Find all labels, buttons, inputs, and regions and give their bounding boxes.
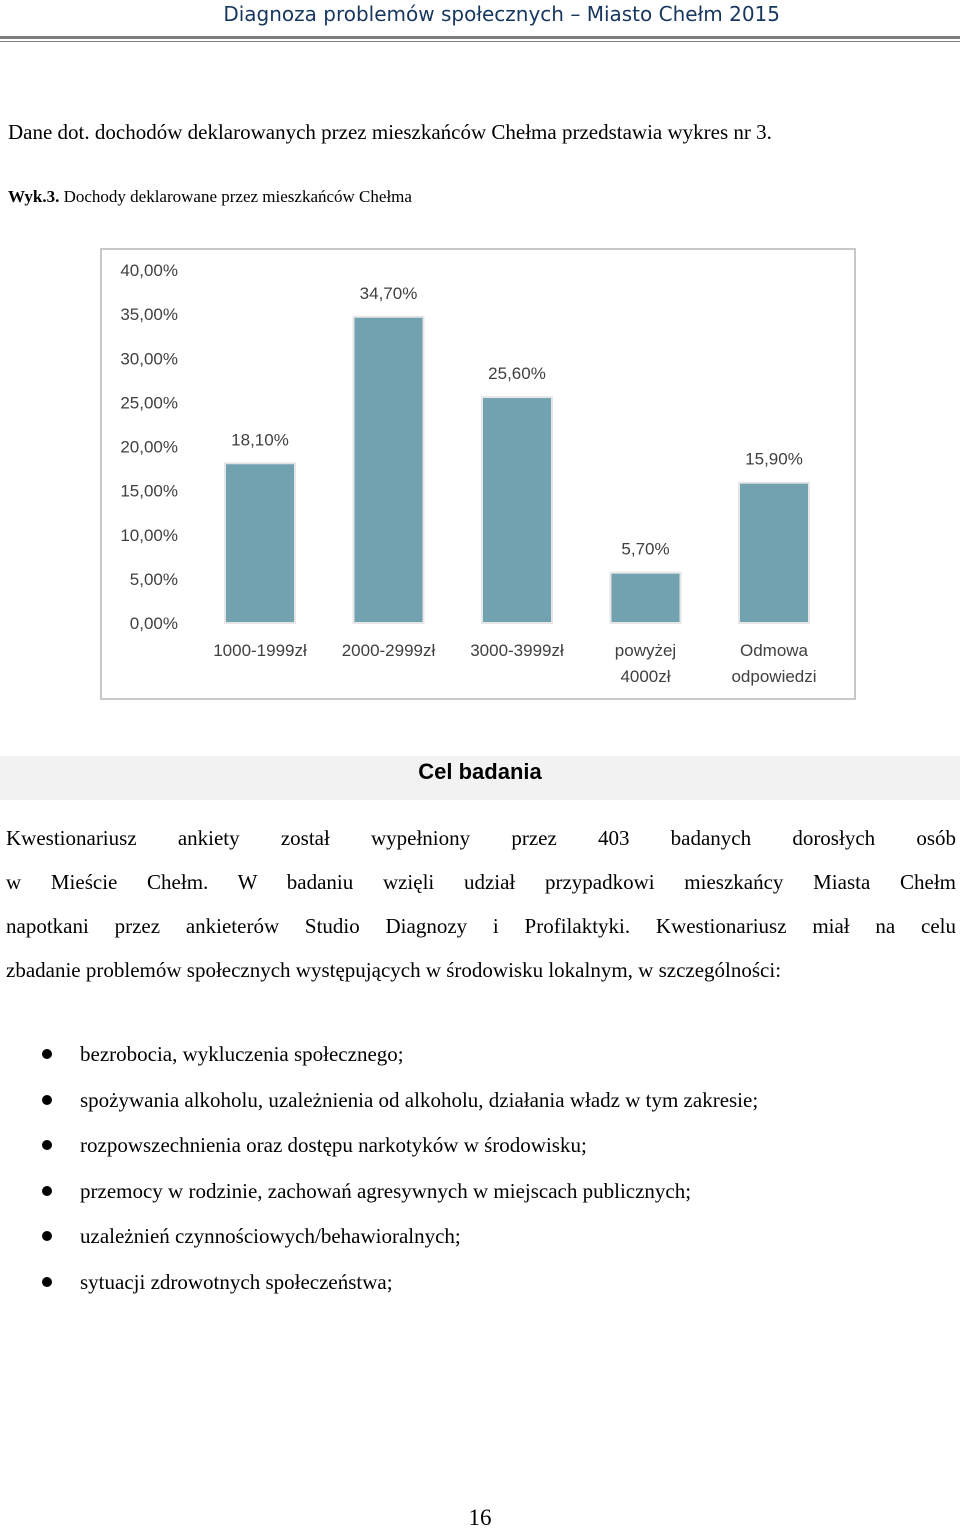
bars [225,317,809,623]
y-tick-label: 10,00% [120,525,178,545]
paragraph-line: w Mieście Chełm. W badaniu wzięli udział przypadkowi mieszkańcy Miasta Chełm [6,870,956,894]
list-item-text: uzależnień czynnościowych/behawioralnych; [80,1224,461,1248]
bullet-icon [42,1140,52,1150]
bar [611,573,681,623]
y-tick-label: 30,00% [120,349,178,369]
list-item-text: spożywania alkoholu, uzależnienia od alkoholu, działania władz w tym zakresie; [80,1087,759,1112]
section-title: Cel badania [418,759,542,784]
paragraph-line: zbadanie problemów społecznych występujących w środowisku lokalnym, w szczególności: [6,958,782,982]
y-tick-label: 40,00% [120,261,178,280]
x-tick-label: powyżej [614,641,677,660]
data-label: 5,70% [621,539,670,559]
list-item-text: rozpowszechnienia oraz dostępu narkotyków w środowisku; [80,1133,587,1157]
y-tick-label: 15,00% [120,481,178,501]
bullet-icon [42,1186,52,1196]
list-item-text: przemocy w rodzinie, zachowań agresywnych w miejscach publicznych; [80,1178,692,1203]
paragraph-line: napotkani przez ankieterów Studio Diagnozy i Profilaktyki. Kwestionariusz miał na celu [6,914,956,938]
list-item-text: sytuacji zdrowotnych społeczeństwa; [80,1269,393,1294]
list-item [0,1260,960,1306]
x-tick-label: Odmowa [739,641,809,660]
figure-caption-title: Dochody deklarowane przez mieszkańców Chełma [63,187,412,206]
bullet-icon [42,1231,52,1241]
data-label: 15,90% [745,449,803,469]
bar [739,483,809,623]
list-item [0,1169,960,1215]
list-item [0,1214,960,1260]
bar [354,317,424,623]
y-tick-label: 20,00% [120,437,178,457]
bullet-icon [42,1049,52,1059]
figure-caption-prefix: Wyk.3. [8,187,60,206]
list-item [0,1032,960,1078]
intro-text: Dane dot. dochodów deklarowanych przez mieszkańców Chełma przedstawia wykres nr 3. [8,120,772,144]
list-item [0,1078,960,1124]
x-tick-label: odpowiedzi [731,667,817,686]
bar [482,397,552,623]
list-item [0,1123,960,1169]
x-tick-label: 2000-2999zł [341,641,436,660]
bullet-icon [42,1095,52,1105]
x-axis-labels [213,641,816,686]
data-label: 25,60% [488,364,546,384]
paragraph-line: Kwestionariusz ankiety został wypełniony przez 403 badanych dorosłych osób [6,826,956,850]
income-bar-chart [0,0,960,720]
x-tick-label: 4000zł [620,667,671,686]
x-tick-label: 1000-1999zł [213,641,307,660]
data-label: 18,10% [231,430,289,450]
y-axis-ticks [120,261,178,633]
y-tick-label: 25,00% [120,393,178,413]
list-item-text: bezrobocia, wykluczenia społecznego; [80,1042,404,1066]
bar [225,463,295,623]
page-number: 16 [468,1505,492,1530]
x-tick-label: 3000-3999zł [470,641,564,660]
running-header-title: Diagnoza problemów społecznych – Miasto Chełm 2015 [223,2,780,26]
data-label: 34,70% [359,283,418,303]
problem-list [0,1032,960,1305]
section-paragraph [6,816,956,992]
y-tick-label: 35,00% [120,305,178,325]
bullet-icon [42,1277,52,1287]
y-tick-label: 0,00% [129,614,178,633]
y-tick-label: 5,00% [129,569,178,589]
